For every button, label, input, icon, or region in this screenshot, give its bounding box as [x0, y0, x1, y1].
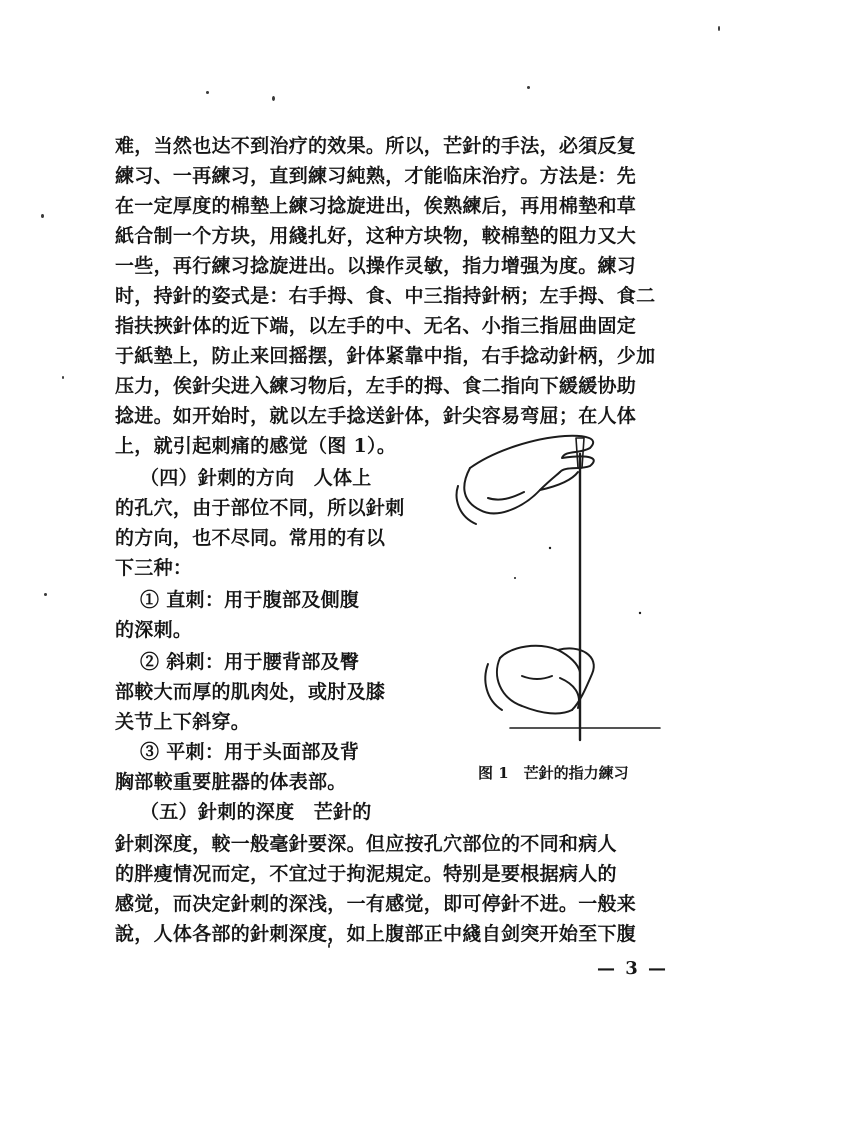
upper-hand-outline — [470, 436, 594, 472]
list-item: ② 斜刺：用于腰背部及臀 — [140, 651, 360, 673]
lower-hand-outline — [500, 646, 580, 672]
page-number: — 3 — — [597, 958, 669, 979]
scan-speck — [206, 91, 209, 94]
text-line: 捻进。如开始时，就以左手捻送針体，針尖容易弯屈；在人体 — [115, 405, 637, 427]
text-line: 的孔穴，由于部位不同，所以針刺 — [115, 497, 405, 519]
scan-speck — [44, 593, 47, 596]
ink-speck — [549, 547, 551, 549]
list-item: ③ 平刺：用于头面部及背 — [140, 741, 360, 763]
text-line: 一些，再行練习捻旋进出。以操作灵敏，指力增强为度。練习 — [115, 255, 637, 277]
scan-speck — [718, 26, 720, 31]
list-item: ① 直刺：用于腹部及側腹 — [140, 589, 360, 611]
upper-hand-palm — [464, 468, 560, 513]
lower-hand-knuckles — [522, 676, 552, 679]
figure-caption: 图 1 芒針的指力練习 — [478, 764, 629, 782]
text-line: 难，当然也达不到治疗的效果。所以，芒針的手法，必須反复 — [115, 135, 637, 157]
ink-speck — [639, 612, 641, 614]
text-line: 于紙墊上，防止来回摇摆，針体紧靠中指，右手捻动針柄，少加 — [115, 345, 656, 367]
text-line: 感觉，而决定針刺的深浅，一有感觉，即可停針不进。一般来 — [115, 893, 637, 915]
text-line: 关节上下斜穿。 — [115, 711, 251, 733]
text-line: 胸部較重要脏器的体表部。 — [115, 771, 347, 793]
section-heading-direction: （四）針刺的方向 人体上 — [140, 467, 372, 489]
text-line: 时，持針的姿式是：右手拇、食、中三指持針柄；左手拇、食二 — [115, 285, 656, 307]
section-heading-depth: （五）針刺的深度 芒針的 — [140, 801, 372, 823]
upper-hand-fold — [488, 492, 524, 500]
text-line: 部較大而厚的肌肉处，或肘及膝 — [115, 681, 386, 703]
text-line: 下三种： — [115, 557, 193, 579]
text-line: 上，就引起刺痛的感觉（图 1）。 — [115, 435, 397, 457]
ink-speck — [514, 577, 516, 579]
text-line: 压力，俟針尖进入練习物后，左手的拇、食二指向下緩緩协助 — [115, 375, 637, 397]
text-line: 的胖瘦情况而定，不宜过于拘泥規定。特别是要根据病人的 — [115, 863, 617, 885]
lower-hand-palm — [497, 658, 572, 713]
text-line: 說，人体各部的針刺深度，如上腹部正中綫自剑突开始至下腹 — [115, 923, 637, 945]
text-line: 針刺深度，較一般毫針要深。但应按孔穴部位的不同和病人 — [115, 833, 617, 855]
upper-hand-thumb — [540, 472, 578, 490]
scan-speck — [41, 214, 44, 218]
text-line: 紙合制一个方块，用綫扎好，这种方块物，較棉墊的阻力又大 — [115, 225, 637, 247]
text-line: 的方向，也不尽同。常用的有以 — [115, 527, 386, 549]
scan-speck — [62, 376, 64, 379]
text-line: 的深刺。 — [115, 619, 193, 641]
scan-speck — [272, 96, 275, 101]
text-line: 練习、一再練习，直到練习純熟，才能临床治疗。方法是：先 — [115, 165, 637, 187]
text-line: 指扶挾針体的近下端，以左手的中、无名、小指三指屈曲固定 — [115, 315, 637, 337]
needle-practice-illustration — [440, 428, 670, 758]
text-line: 在一定厚度的棉墊上練习捻旋进出，俟熟練后，再用棉墊和草 — [115, 195, 637, 217]
scan-speck — [527, 86, 530, 89]
